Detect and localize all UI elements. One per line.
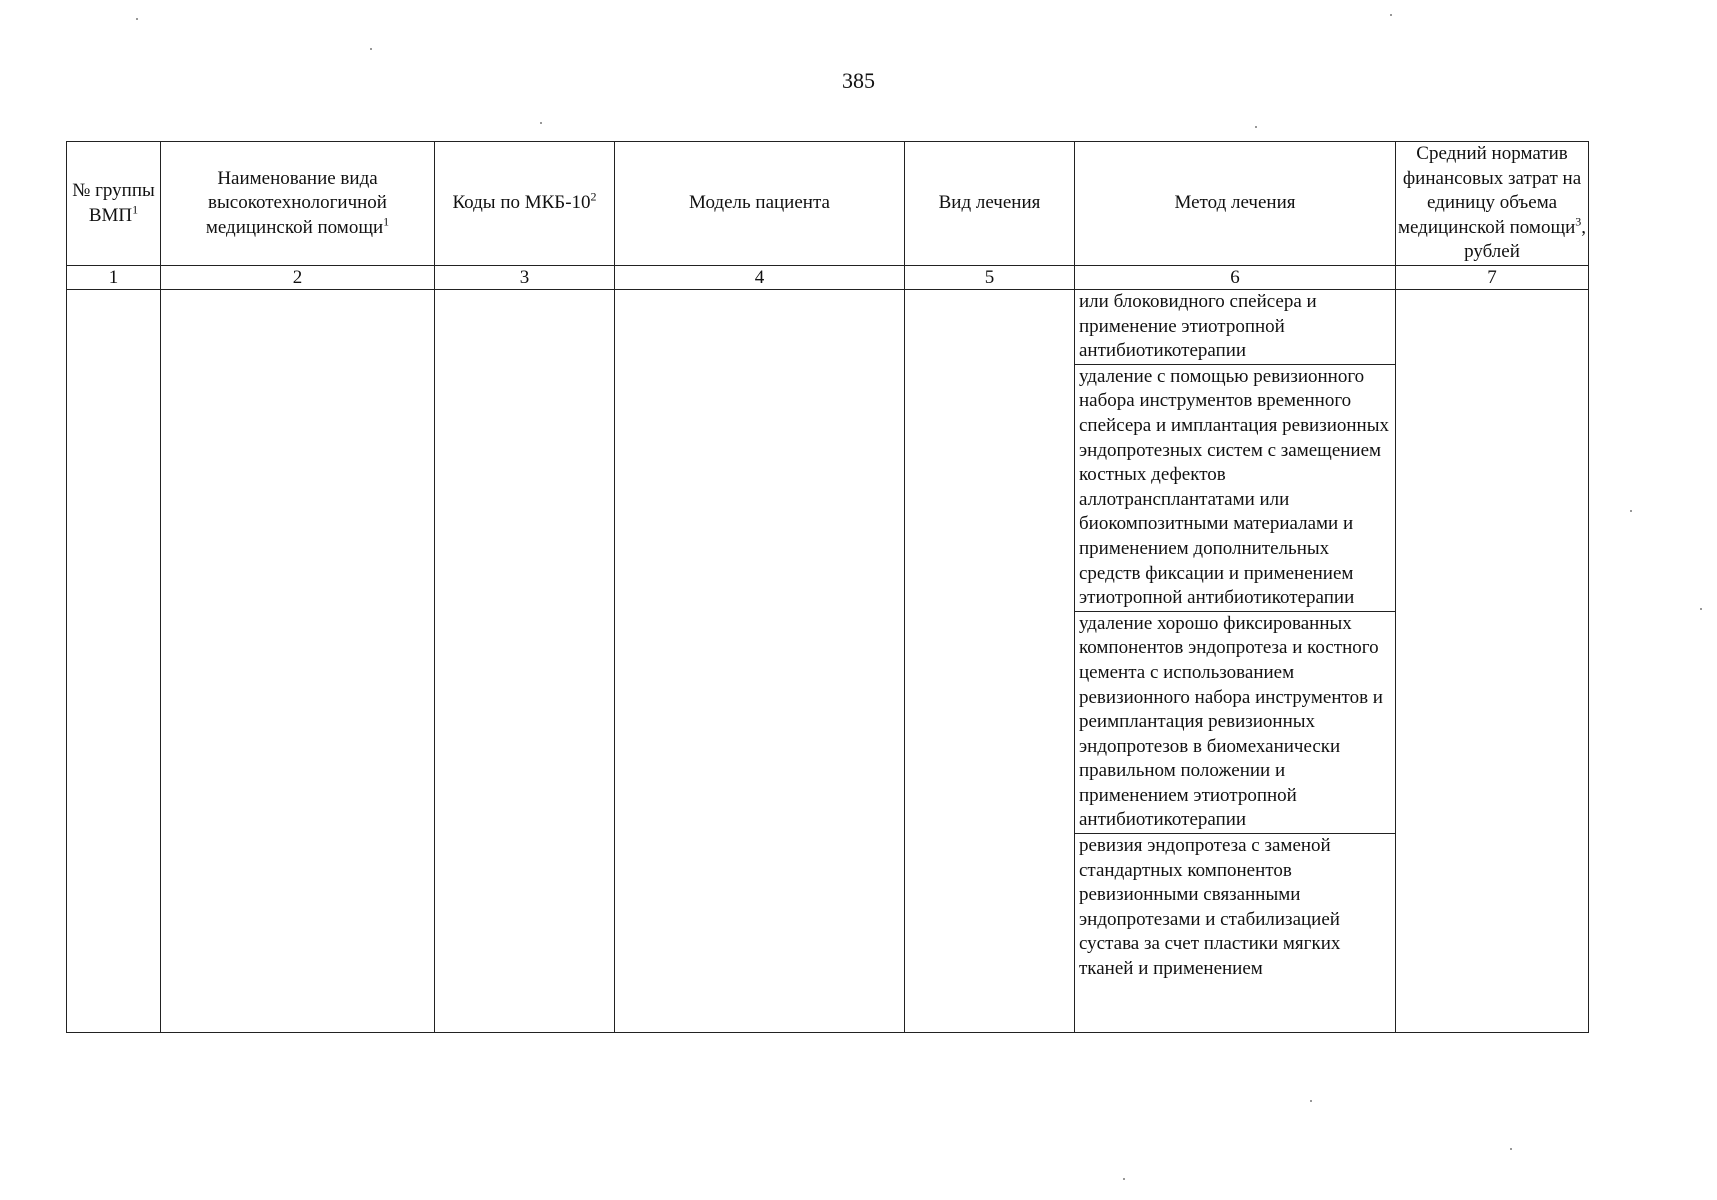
empty-cell [435,290,615,1033]
treatment-method-item: удаление с помощью ревизионного набора инструментов временного спейсера и имплантация ревизионных эндопротезных систем с замещением костных дефектов аллотрансплантатами или биокомпозитными материалами и применением дополнительных средств фиксации и применением этиотропной антибиотикотерапии [1075,365,1395,612]
scan-speck [1123,1178,1125,1180]
scan-speck [1630,510,1632,512]
header-cell-group-number: № группы ВМП$^1$ [67,142,161,266]
header-row [67,142,1589,266]
treatment-method-item: ревизия эндопротеза с заменой стандартных компонентов ревизионными связанными эндопротезами и стабилизацией сустава за счет пластики мягких тканей и применением [1079,835,1341,980]
scan-speck [540,122,542,124]
header-cell-treatment-type: Вид лечения [905,142,1075,266]
header-cell-care-type-name: Наименование вида высокотехнологичной медицинской помощи$^1$ [161,142,435,266]
scan-speck [1255,126,1257,128]
column-number-row [67,266,1589,290]
column-number: 1 [67,266,161,290]
treatment-methods-cell [1075,290,1396,1033]
header-cell-cost-standard: Средний норматив финансовых затрат на единицу объема медицинской помощи$^3$, рублей [1396,142,1589,266]
treatment-method-item: или блоковидного спейсера и применение этиотропной антибиотикотерапии [1075,290,1395,365]
table-row [67,290,1589,1033]
page-number: 385 [842,68,875,93]
scan-speck [1700,608,1702,610]
empty-cell [161,290,435,1033]
empty-cell [1396,290,1589,1033]
empty-cell [905,290,1075,1033]
empty-cell [615,290,905,1033]
column-number: 7 [1396,266,1589,290]
vmp-table [66,141,1589,1033]
treatment-method-item: удаление хорошо фиксированных компонентов эндопротеза и костного цемента с использованием ревизионного набора инструментов и реимплантация ревизионных эндопротезов в биомеханически правильном положении и применением этиотропной антибиотикотерапии [1075,612,1395,834]
empty-cell [67,290,161,1033]
scan-speck [1310,1100,1312,1102]
scan-speck [370,48,372,50]
column-number: 6 [1075,266,1396,290]
header-cell-icd-codes: Коды по МКБ-$10^2$ [435,142,615,266]
header-cell-patient-model: Модель пациента [615,142,905,266]
column-number: 5 [905,266,1075,290]
column-number: 3 [435,266,615,290]
header-cell-treatment-method: Метод лечения [1075,142,1396,266]
scan-speck [1390,14,1392,16]
scan-speck [136,18,138,20]
column-number: 2 [161,266,435,290]
scan-speck [1510,1148,1512,1150]
column-number: 4 [615,266,905,290]
